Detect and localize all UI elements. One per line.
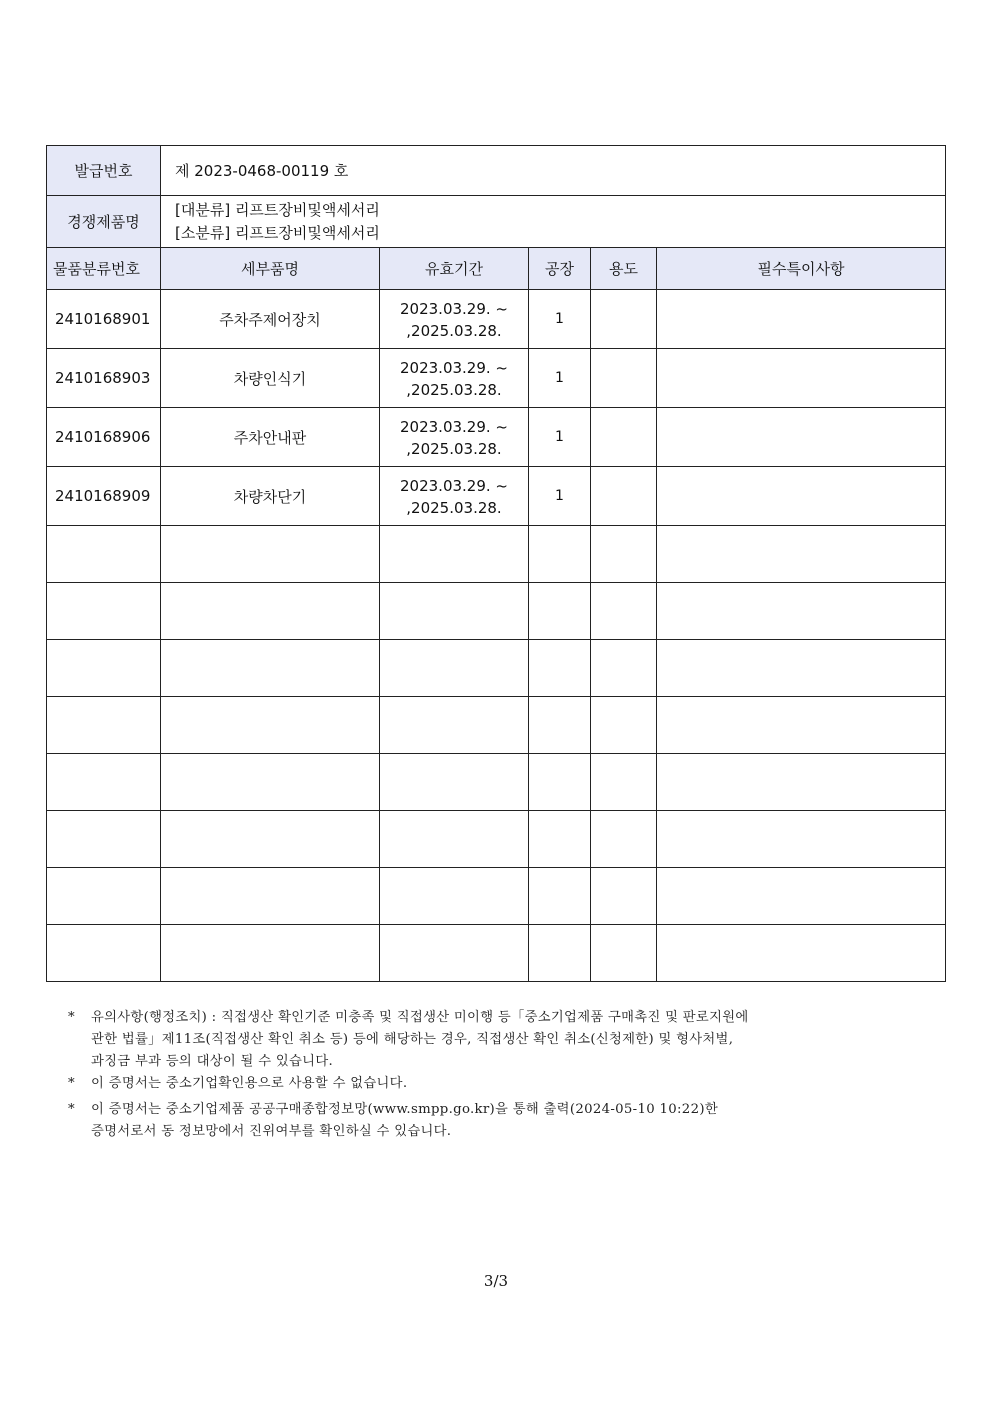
cell-notes: [657, 349, 946, 408]
major-category: [대분류] 리프트장비및액세서리: [175, 200, 380, 219]
empty-cell: [529, 811, 591, 868]
cell-name: 차량차단기: [161, 467, 380, 526]
empty-cell: [657, 754, 946, 811]
empty-cell: [657, 925, 946, 982]
notice-text: 유의사항(행정조치) : 직접생산 확인기준 미충족 및 직접생산 미이행 등「중소기업제품 구매촉진 및 판로지원에 관한 법률」제11조(직접생산 확인 취소 등) 등에 해당하는 경우, 직접생산 확인 취소(신청제한) 및 형사처벌, 과징금 부과 등의 대상이 될 수 있습니다.: [91, 1010, 749, 1069]
notice-section: [68, 1007, 948, 1143]
page-number: 3/3: [483, 1272, 509, 1290]
period-start: 2023.03.29. ~: [400, 300, 508, 318]
empty-cell: [529, 925, 591, 982]
issue-number-value: 제 2023-0468-00119 호: [161, 146, 946, 196]
empty-table-row: [47, 868, 946, 925]
empty-cell: [529, 640, 591, 697]
empty-cell: [380, 811, 529, 868]
notice-text: 이 증명서는 중소기업제품 공공구매종합정보망(www.smpp.go.kr)을 통해 출력(2024-05-10 10:22)한 증명서로서 동 정보망에서 진위여부를 확인하실 수 있습니다.: [91, 1102, 718, 1139]
empty-cell: [47, 811, 161, 868]
cell-period: [380, 290, 529, 349]
table-row: [47, 408, 946, 467]
empty-cell: [47, 583, 161, 640]
empty-cell: [380, 697, 529, 754]
asterisk-mark: *: [68, 1010, 75, 1025]
period-end: ,2025.03.28.: [406, 440, 502, 458]
table-row: [47, 290, 946, 349]
empty-cell: [161, 811, 380, 868]
empty-cell: [161, 868, 380, 925]
cell-usage: [591, 467, 657, 526]
issue-number-row: [47, 146, 946, 196]
empty-cell: [529, 754, 591, 811]
empty-cell: [529, 868, 591, 925]
period-end: ,2025.03.28.: [406, 381, 502, 399]
empty-cell: [591, 811, 657, 868]
col-header-code: 물품분류번호: [47, 248, 161, 290]
column-header-row: [47, 248, 946, 290]
cell-notes: [657, 467, 946, 526]
empty-cell: [161, 583, 380, 640]
empty-cell: [380, 640, 529, 697]
certificate-table: [46, 145, 946, 982]
issue-number-label: 발급번호: [47, 146, 161, 196]
notice-text: 이 증명서는 중소기업확인용으로 사용할 수 없습니다.: [91, 1076, 408, 1091]
empty-cell: [529, 526, 591, 583]
empty-cell: [591, 925, 657, 982]
empty-cell: [47, 754, 161, 811]
period-start: 2023.03.29. ~: [400, 477, 508, 495]
cell-period: [380, 349, 529, 408]
empty-cell: [591, 868, 657, 925]
empty-cell: [529, 697, 591, 754]
period-end: ,2025.03.28.: [406, 322, 502, 340]
col-header-usage: 용도: [591, 248, 657, 290]
empty-table-row: [47, 697, 946, 754]
empty-cell: [47, 526, 161, 583]
notice-item: [68, 1099, 948, 1143]
col-header-name: 세부품명: [161, 248, 380, 290]
empty-cell: [657, 640, 946, 697]
asterisk-mark: *: [68, 1102, 75, 1117]
cell-factory: 1: [529, 408, 591, 467]
empty-cell: [47, 868, 161, 925]
cell-factory: 1: [529, 349, 591, 408]
empty-cell: [591, 583, 657, 640]
period-start: 2023.03.29. ~: [400, 359, 508, 377]
minor-category: [소분류] 리프트장비및액세서리: [175, 223, 380, 242]
empty-cell: [529, 583, 591, 640]
asterisk-mark: *: [68, 1076, 75, 1091]
notice-item: [68, 1073, 948, 1095]
empty-table-row: [47, 640, 946, 697]
empty-cell: [657, 697, 946, 754]
cell-usage: [591, 349, 657, 408]
competitive-product-value: [161, 196, 946, 248]
cell-factory: 1: [529, 467, 591, 526]
cell-name: 차량인식기: [161, 349, 380, 408]
competitive-product-row: [47, 196, 946, 248]
empty-cell: [161, 640, 380, 697]
empty-cell: [380, 526, 529, 583]
table-row: [47, 349, 946, 408]
table-row: [47, 467, 946, 526]
notice-item: [68, 1007, 948, 1073]
empty-cell: [591, 526, 657, 583]
empty-table-row: [47, 754, 946, 811]
cell-notes: [657, 408, 946, 467]
cell-name: 주차주제어장치: [161, 290, 380, 349]
empty-table-row: [47, 583, 946, 640]
empty-cell: [380, 754, 529, 811]
empty-cell: [380, 868, 529, 925]
empty-cell: [657, 811, 946, 868]
empty-cell: [380, 583, 529, 640]
col-header-period: 유효기간: [380, 248, 529, 290]
empty-table-row: [47, 526, 946, 583]
period-start: 2023.03.29. ~: [400, 418, 508, 436]
col-header-factory: 공장: [529, 248, 591, 290]
empty-cell: [161, 697, 380, 754]
empty-cell: [591, 640, 657, 697]
cell-period: [380, 408, 529, 467]
empty-cell: [161, 526, 380, 583]
empty-cell: [657, 526, 946, 583]
empty-cell: [657, 583, 946, 640]
table-body: [47, 290, 946, 982]
competitive-product-label: 경쟁제품명: [47, 196, 161, 248]
cell-code: 2410168906: [47, 408, 161, 467]
empty-cell: [47, 640, 161, 697]
empty-cell: [161, 925, 380, 982]
period-end: ,2025.03.28.: [406, 499, 502, 517]
cell-usage: [591, 290, 657, 349]
cell-period: [380, 467, 529, 526]
empty-cell: [161, 754, 380, 811]
cell-name: 주차안내판: [161, 408, 380, 467]
cell-code: 2410168901: [47, 290, 161, 349]
cell-factory: 1: [529, 290, 591, 349]
cell-code: 2410168903: [47, 349, 161, 408]
empty-cell: [47, 697, 161, 754]
cell-notes: [657, 290, 946, 349]
col-header-notes: 필수특이사항: [657, 248, 946, 290]
cell-code: 2410168909: [47, 467, 161, 526]
empty-cell: [380, 925, 529, 982]
empty-table-row: [47, 811, 946, 868]
cell-usage: [591, 408, 657, 467]
empty-cell: [657, 868, 946, 925]
empty-cell: [47, 925, 161, 982]
empty-table-row: [47, 925, 946, 982]
empty-cell: [591, 697, 657, 754]
empty-cell: [591, 754, 657, 811]
